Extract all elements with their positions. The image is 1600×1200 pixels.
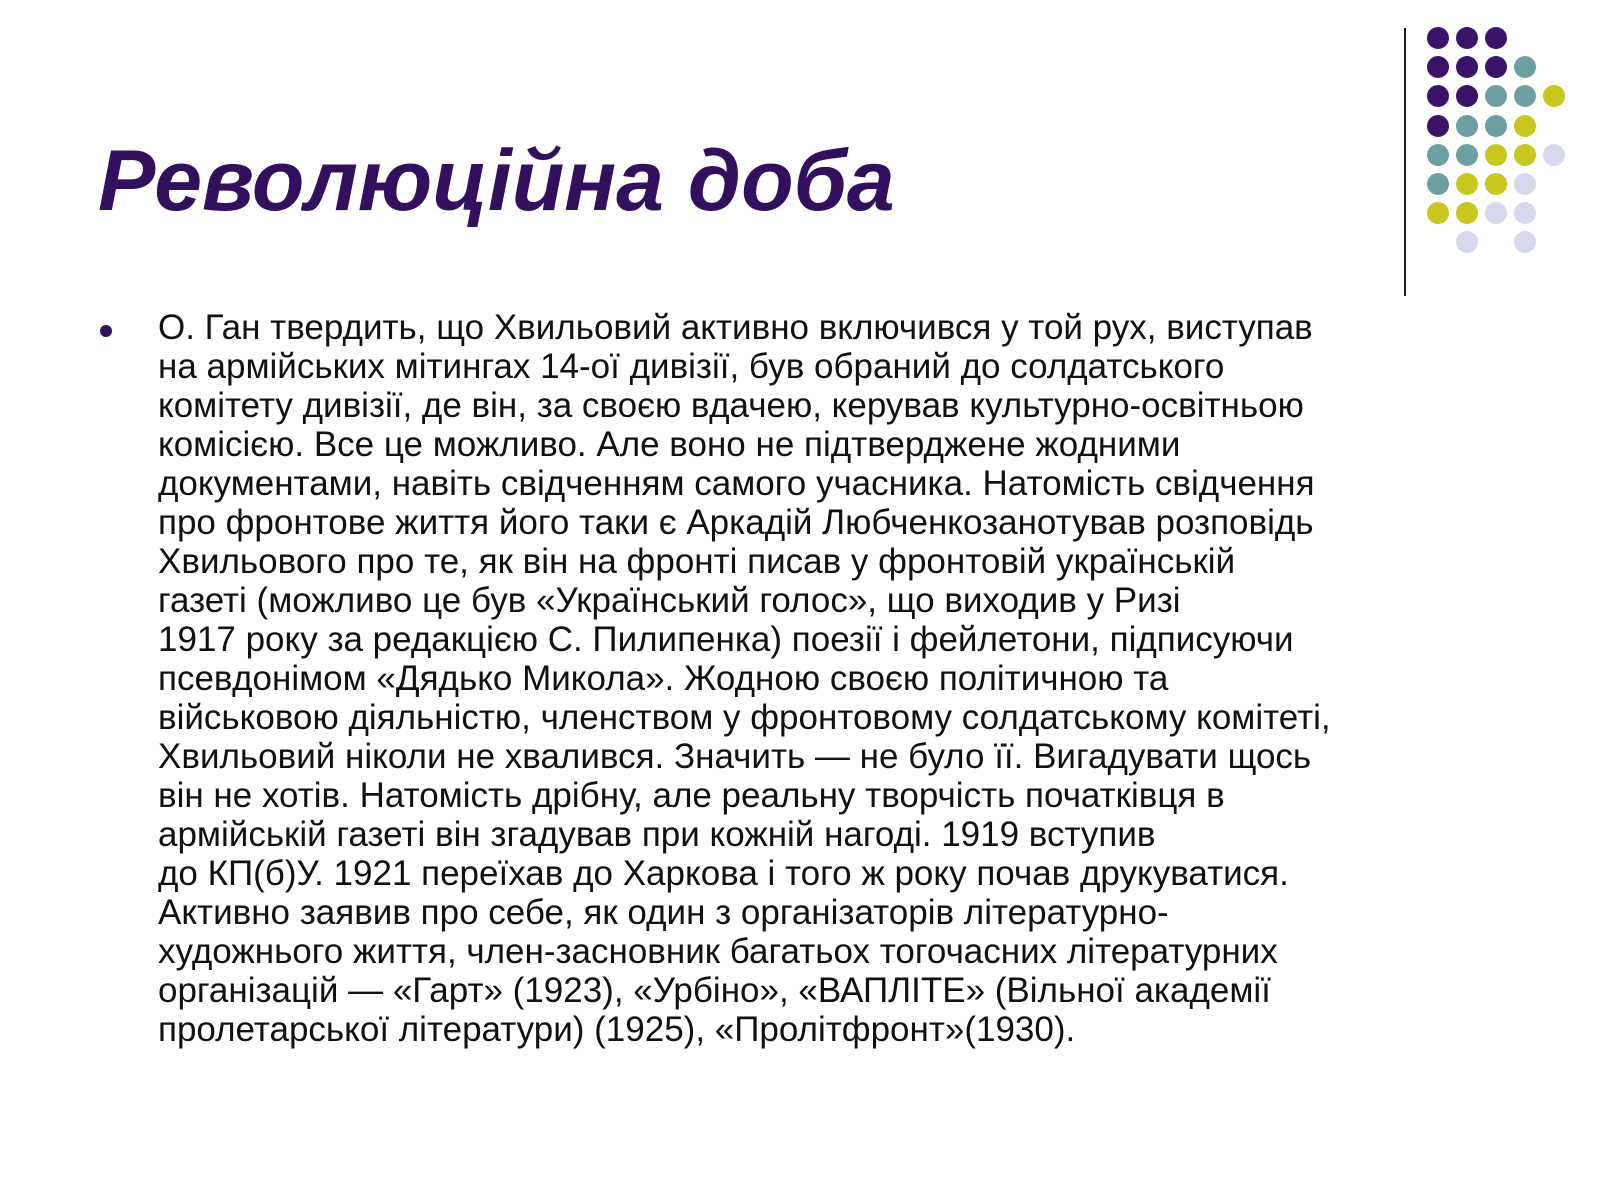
decorative-dot-icon (1543, 144, 1565, 166)
paragraph-line: до КП(б)У. 1921 переїхав до Харкова і того ж року почав друкуватися. (158, 854, 1289, 893)
decorative-dot-grid (1427, 27, 1595, 259)
paragraph-line: Активно заявив про себе, як один з організаторів літературно- (158, 893, 1169, 932)
decorative-dot-icon (1514, 85, 1536, 107)
decorative-dot-icon (1456, 115, 1478, 137)
bullet-dot-icon (100, 325, 112, 337)
decorative-dot-icon (1456, 27, 1478, 49)
decorative-dot-icon (1456, 202, 1478, 224)
decorative-dot-icon (1427, 202, 1449, 224)
decorative-dot-icon (1456, 56, 1478, 78)
paragraph-line: пролетарської літератури) (1925), «Пролітфронт»(1930). (158, 1010, 1076, 1049)
paragraph-line: про фронтове життя його таки є Аркадій Любченкозанотував розповідь (158, 503, 1314, 542)
paragraph-line: художнього життя, член-засновник багатьох тогочасних літературних (158, 932, 1278, 971)
decorative-dot-icon (1456, 85, 1478, 107)
paragraph-line: армійській газеті він згадував при кожній нагоді. 1919 вступив (158, 815, 1156, 854)
paragraph-line: комісією. Все це можливо. Але воно не підтверджене жодними (158, 425, 1181, 464)
decorative-dot-icon (1514, 56, 1536, 78)
paragraph-line: О. Ган твердить, що Хвильовий активно включився у той рух, виступав (158, 308, 1313, 347)
paragraph-line: організацій — «Гарт» (1923), «Урбіно», «ВАПЛІТЕ» (Вільної академії (158, 971, 1271, 1010)
decorative-dot-icon (1543, 85, 1565, 107)
decorative-dot-icon (1485, 85, 1507, 107)
decorative-dot-icon (1427, 115, 1449, 137)
decorative-dot-icon (1427, 144, 1449, 166)
slide-title: Революційна доба (98, 133, 895, 229)
decorative-dot-icon (1427, 85, 1449, 107)
decorative-dot-icon (1427, 173, 1449, 195)
decorative-dot-icon (1514, 231, 1536, 253)
decorative-dot-icon (1485, 56, 1507, 78)
paragraph-line: він не хотів. Натомість дрібну, але реальну творчість початківця в (158, 776, 1225, 815)
decorative-dot-icon (1485, 144, 1507, 166)
paragraph-line: на армійських мітингах 14-ої дивізії, був обраний до солдатського (158, 347, 1225, 386)
decorative-dot-icon (1485, 202, 1507, 224)
decorative-dot-icon (1514, 202, 1536, 224)
decorative-dot-icon (1485, 173, 1507, 195)
paragraph-line: Хвильового про те, як він на фронті писав у фронтовій українській (158, 542, 1236, 581)
paragraph-line: 1917 року за редакцією С. Пилипенка) поезії і фейлетони, підписуючи (158, 620, 1294, 659)
paragraph-line: документами, навіть свідченням самого учасника. Натомість свідчення (158, 464, 1315, 503)
bullet-paragraph (158, 308, 1520, 1049)
decorative-dot-icon (1485, 115, 1507, 137)
decorative-dot-icon (1456, 231, 1478, 253)
decorative-dot-icon (1456, 144, 1478, 166)
decorative-dot-icon (1514, 173, 1536, 195)
paragraph-line: псевдонімом «Дядько Микола». Жодною своєю політичною та (158, 659, 1169, 698)
decorative-dot-icon (1456, 173, 1478, 195)
decorative-dot-icon (1427, 27, 1449, 49)
decorative-dot-icon (1514, 115, 1536, 137)
vertical-divider (1404, 28, 1406, 296)
paragraph-line: комітету дивізії, де він, за своєю вдачею, керував культурно-освітньою (158, 386, 1304, 425)
paragraph-line: військовою діяльністю, членством у фронтовому солдатському комітеті, (158, 698, 1331, 737)
decorative-dot-icon (1514, 144, 1536, 166)
paragraph-line: Хвильовий ніколи не хвалився. Значить — не було її. Вигадувати щось (158, 737, 1312, 776)
bullet-item (100, 308, 1520, 1049)
decorative-dot-icon (1485, 27, 1507, 49)
decorative-dot-icon (1427, 56, 1449, 78)
paragraph-line: газеті (можливо це був «Український голос», що виходив у Ризі (158, 581, 1181, 620)
slide-content (100, 308, 1520, 1049)
